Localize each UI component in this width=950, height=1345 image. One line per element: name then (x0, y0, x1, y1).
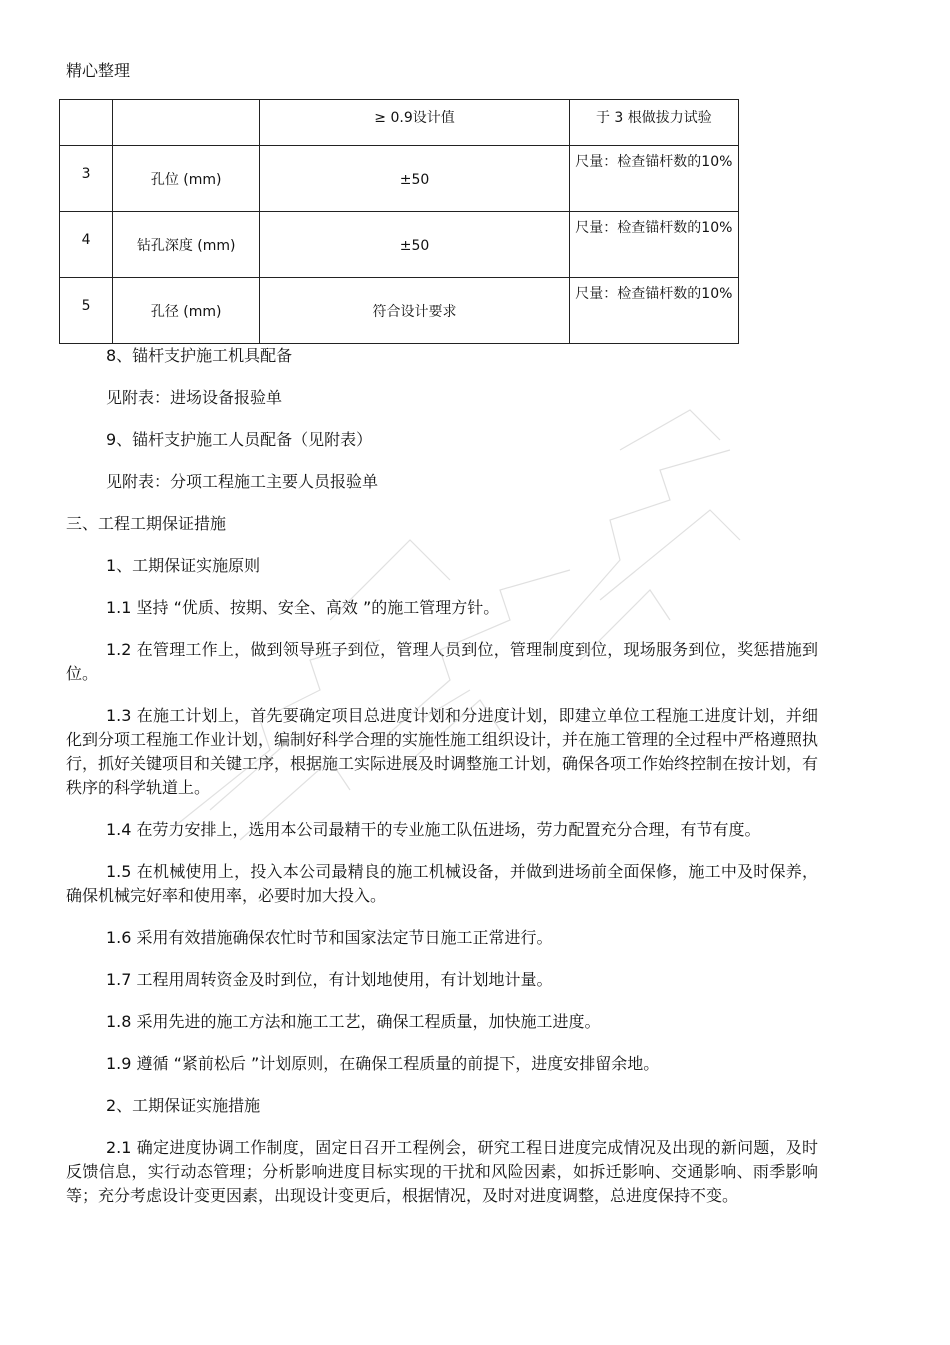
table-row (60, 100, 739, 146)
cell-no: 4 (60, 212, 113, 278)
cell-method: 于 3 根做拔力试验 (569, 100, 738, 146)
cell-item: 钻孔深度 (mm) (113, 212, 260, 278)
table-row (60, 212, 739, 278)
paragraph: 1.5 在机械使用上，投入本公司最精良的施工机械设备，并做到进场前全面保修，施工中及时保养，确保机械完好率和使用率，必要时加大投入。 (66, 862, 818, 905)
cell-no (60, 100, 113, 146)
table-row (60, 146, 739, 212)
cell-method: 尺量：检查锚杆数的10% (569, 212, 738, 278)
paragraph: 见附表：分项工程施工主要人员报验单 (106, 472, 379, 491)
cell-value: 符合设计要求 (260, 278, 569, 344)
paragraph: 1.2 在管理工作上，做到领导班子到位，管理人员到位，管理制度到位，现场服务到位，奖惩措施到位。 (66, 640, 818, 683)
paragraph: 2、工期保证实施措施 (106, 1096, 261, 1115)
cell-item: 孔径 (mm) (113, 278, 260, 344)
cell-value: ≥ 0.9设计值 (260, 100, 569, 146)
paragraph: 三、工程工期保证措施 (66, 514, 227, 533)
cell-no: 3 (60, 146, 113, 212)
page-header: 精心整理 (66, 61, 131, 80)
cell-value: ±50 (260, 146, 569, 212)
paragraph: 1.1 坚持 “优质、按期、安全、高效 ”的施工管理方针。 (106, 598, 500, 617)
paragraph: 1.9 遵循 “紧前松后 ”计划原则，在确保工程质量的前提下，进度安排留余地。 (106, 1054, 660, 1073)
paragraph: 1.4 在劳力安排上，选用本公司最精干的专业施工队伍进场，劳力配置充分合理，有节有度。 (106, 820, 761, 839)
paragraph: 9、锚杆支护施工人员配备（见附表） (106, 430, 373, 449)
paragraph: 8、锚杆支护施工机具配备 (106, 346, 293, 365)
cell-method: 尺量：检查锚杆数的10% (569, 278, 738, 344)
document-body (66, 344, 818, 1208)
cell-value: ±50 (260, 212, 569, 278)
paragraph: 2.1 确定进度协调工作制度，固定日召开工程例会，研究工程日进度完成情况及出现的新问题，及时反馈信息，实行动态管理；分析影响进度目标实现的干扰和风险因素，如拆迁影响、交通影响、雨季影响等；充分考虑设计变更因素，出现设计变更后，根据情况，及时对进度调整，总进度保持不变。 (66, 1138, 818, 1205)
paragraph: 1.6 采用有效措施确保农忙时节和国家法定节日施工正常进行。 (106, 928, 553, 947)
cell-item: 孔位 (mm) (113, 146, 260, 212)
paragraph: 1.3 在施工计划上，首先要确定项目总进度计划和分进度计划，即建立单位工程施工进度计划，并细化到分项工程施工作业计划，编制好科学合理的实施性施工组织设计，并在施工管理的全过程中严格遵照执行，抓好关键项目和关键工序，根据施工实际进展及时调整施工计划，确保各项工作始终控制在按计划，有秩序的科学轨道上。 (66, 706, 819, 797)
paragraph: 见附表：进场设备报验单 (106, 388, 283, 407)
cell-item (113, 100, 260, 146)
cell-no: 5 (60, 278, 113, 344)
cell-method: 尺量：检查锚杆数的10% (569, 146, 738, 212)
table-row (60, 278, 739, 344)
paragraph: 1.7 工程用周转资金及时到位，有计划地使用，有计划地计量。 (106, 970, 553, 989)
paragraph: 1.8 采用先进的施工方法和施工工艺，确保工程质量，加快施工进度。 (106, 1012, 601, 1031)
inspection-table (59, 99, 739, 344)
paragraph: 1、工期保证实施原则 (106, 556, 261, 575)
